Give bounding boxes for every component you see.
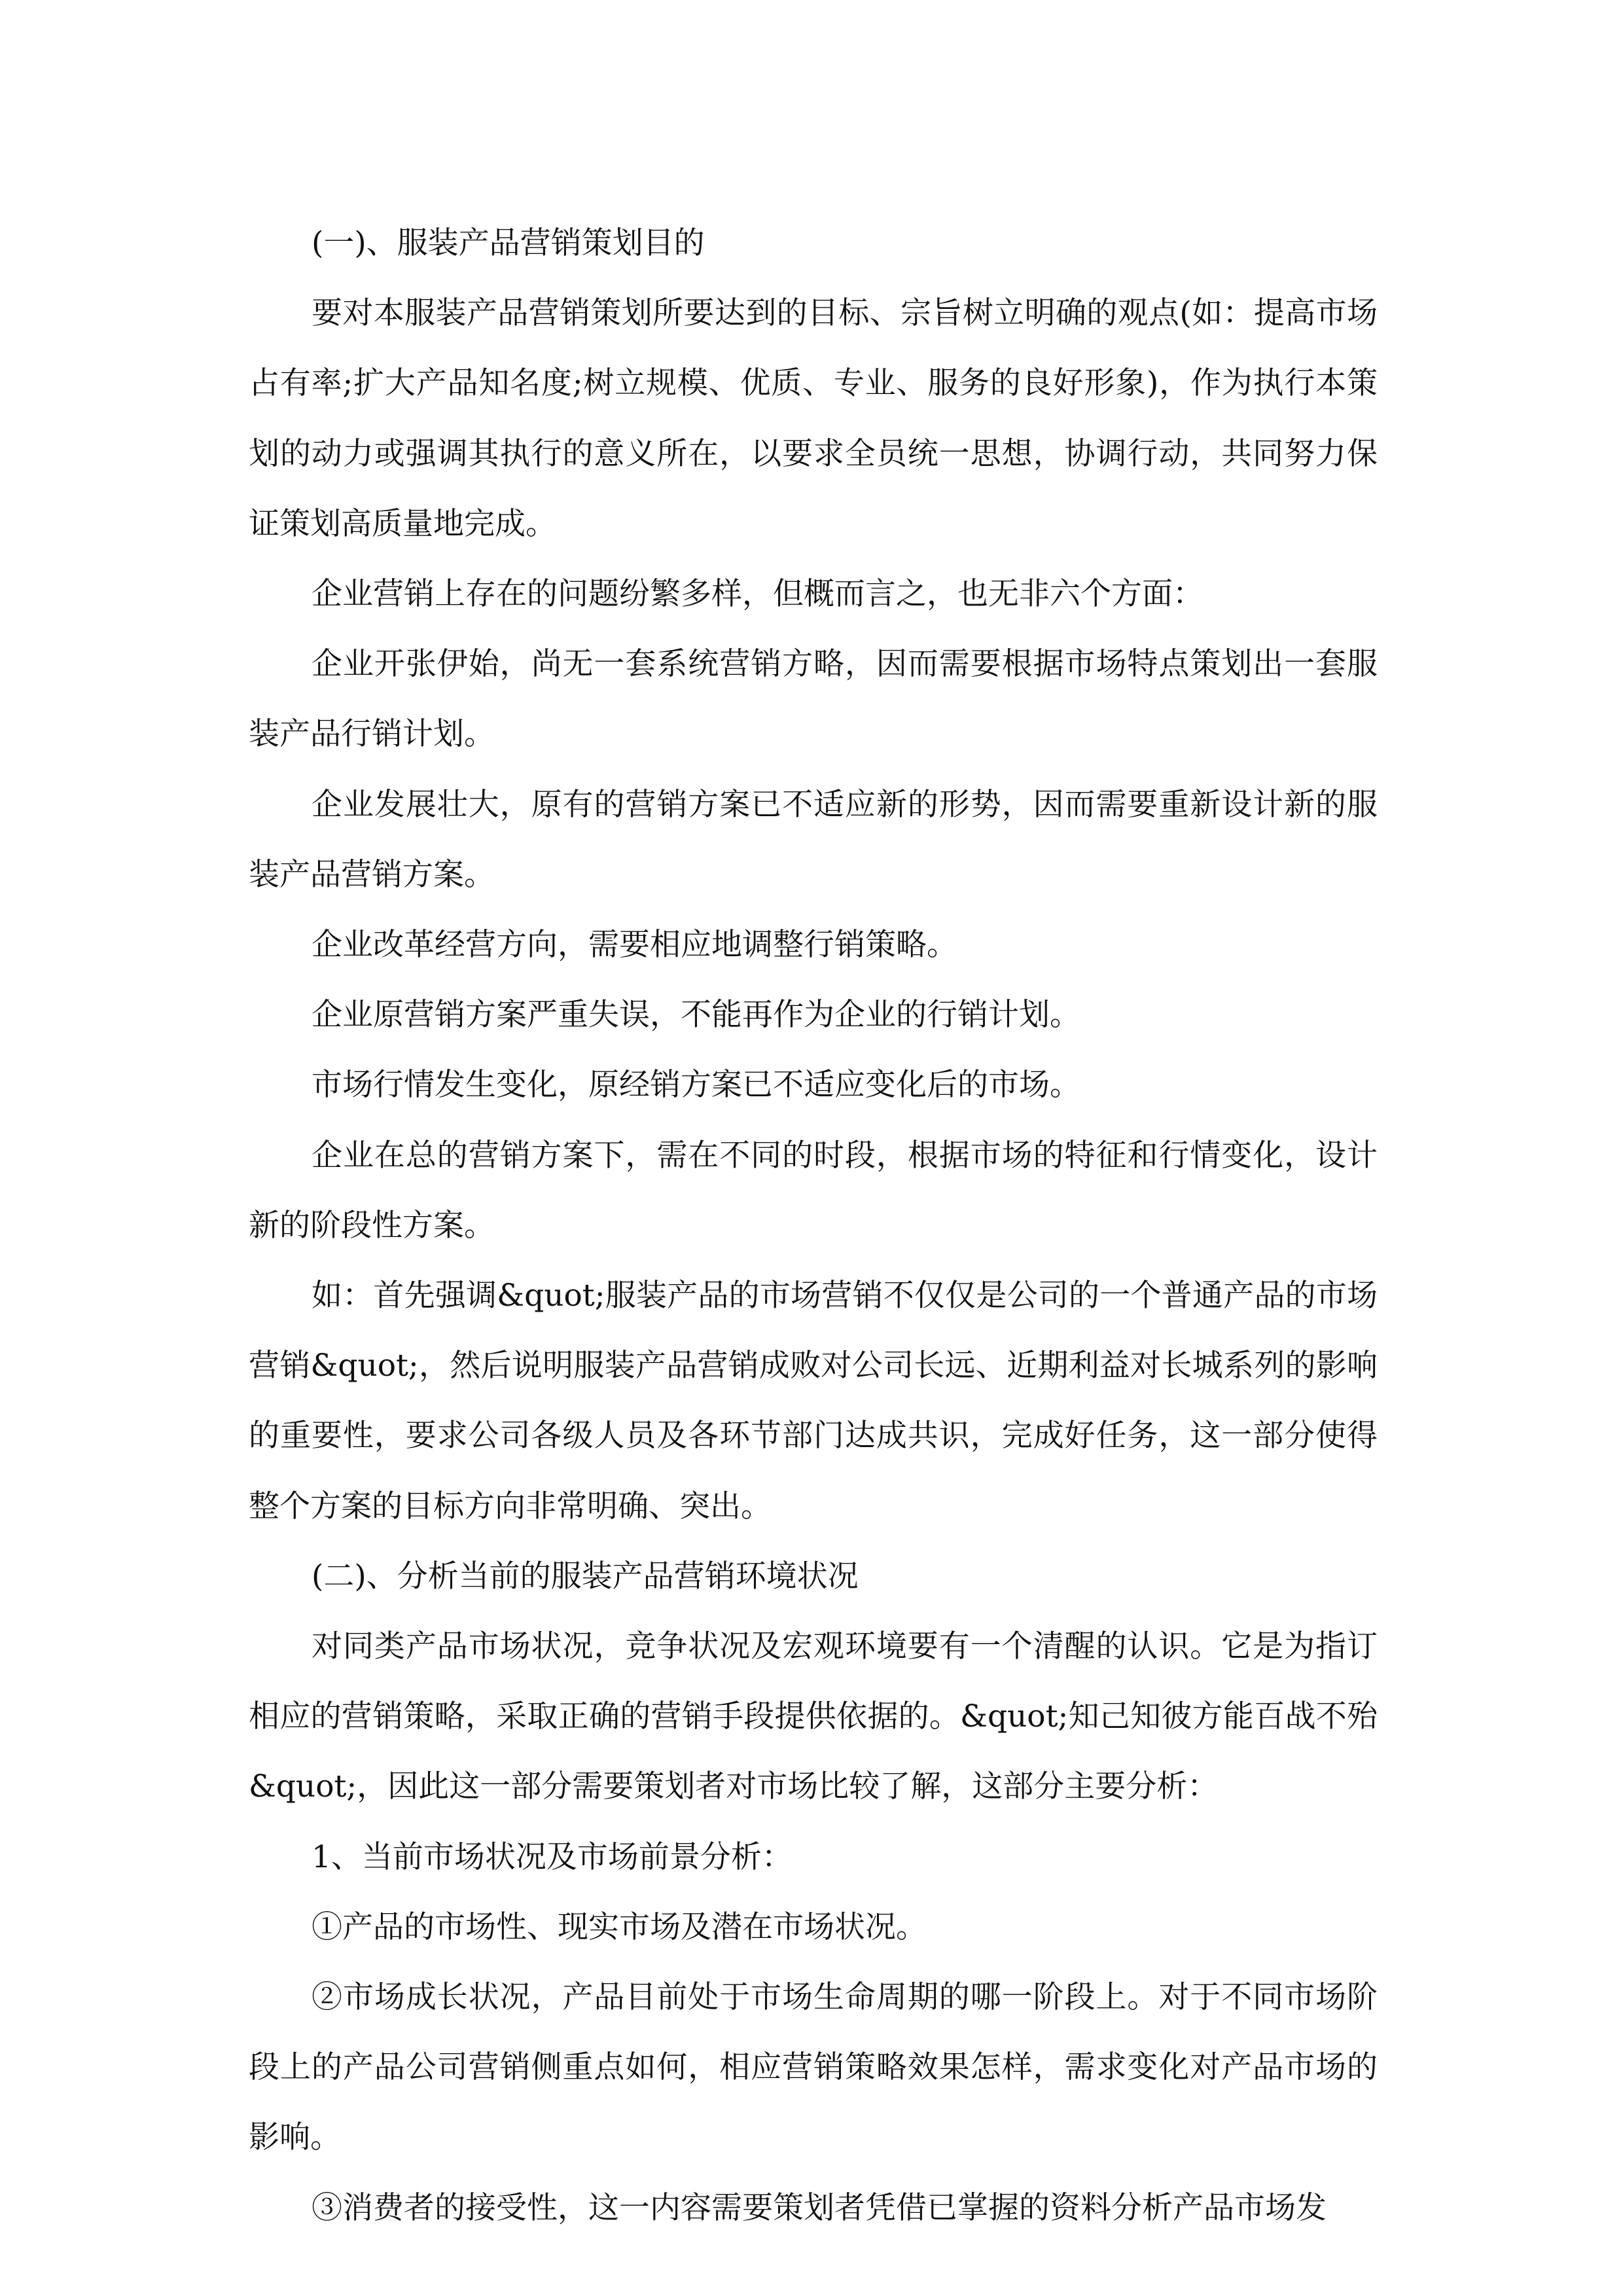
- document-body: [249, 208, 1378, 2243]
- list-item: ②市场成长状况，产品目前处于市场生命周期的哪一阶段上。对于不同市场阶段上的产品公司营销侧重点如何，相应营销策略效果怎样，需求变化对产品市场的影响。: [249, 1979, 1378, 2156]
- paragraph: 企业在总的营销方案下，需在不同的时段，根据市场的特征和行情变化，设计新的阶段性方案。: [249, 1137, 1378, 1244]
- list-item: ③消费者的接受性，这一内容需要策划者凭借已掌握的资料分析产品市场发: [312, 2189, 1327, 2226]
- paragraph: 企业发展壮大，原有的营销方案已不适应新的形势，因而需要重新设计新的服装产品营销方案。: [249, 786, 1378, 893]
- list-item: ①产品的市场性、现实市场及潜在市场状况。: [312, 1909, 927, 1945]
- paragraph: 企业营销上存在的问题纷繁多样，但概而言之，也无非六个方面：: [312, 576, 1204, 613]
- paragraph: 如：首先强调&quot;服装产品的市场营销不仅仅是公司的一个普通产品的市场营销&quot;，然后说明服装产品营销成败对公司长远、近期利益对长城系列的影响的重要性，要求公司各级人员及各环节部门达成共识，完成好任务，这一部分使得整个方案的目标方向非常明确、突出。: [249, 1278, 1378, 1524]
- paragraph: 企业原营销方案严重失误，不能再作为企业的行销计划。: [312, 997, 1080, 1033]
- paragraph: 对同类产品市场状况，竞争状况及宏观环境要有一个清醒的认识。它是为指订相应的营销策略，采取正确的营销手段提供依据的。&quot;知己知彼方能百战不殆&quot;，因此这一部分需要策划者对市场比较了解，这部分主要分析：: [249, 1628, 1378, 1805]
- paragraph: 企业开张伊始，尚无一套系统营销方略，因而需要根据市场特点策划出一套服装产品行销计划。: [249, 646, 1378, 753]
- section-heading-1: (一)、服装产品营销策划目的: [312, 225, 705, 261]
- section-heading-2: (二)、分析当前的服装产品营销环境状况: [312, 1558, 859, 1594]
- paragraph: 市场行情发生变化，原经销方案已不适应变化后的市场。: [312, 1067, 1080, 1103]
- paragraph: 要对本服装产品营销策划所要达到的目标、宗旨树立明确的观点(如：提高市场占有率;扩大产品知名度;树立规模、优质、专业、服务的良好形象)，作为执行本策划的动力或强调其执行的意义所在，以要求全员统一思想，协调行动，共同努力保证策划高质量地完成。: [249, 295, 1378, 542]
- subheading: 1、当前市场状况及市场前景分析：: [312, 1839, 793, 1875]
- paragraph: 企业改革经营方向，需要相应地调整行销策略。: [312, 927, 957, 963]
